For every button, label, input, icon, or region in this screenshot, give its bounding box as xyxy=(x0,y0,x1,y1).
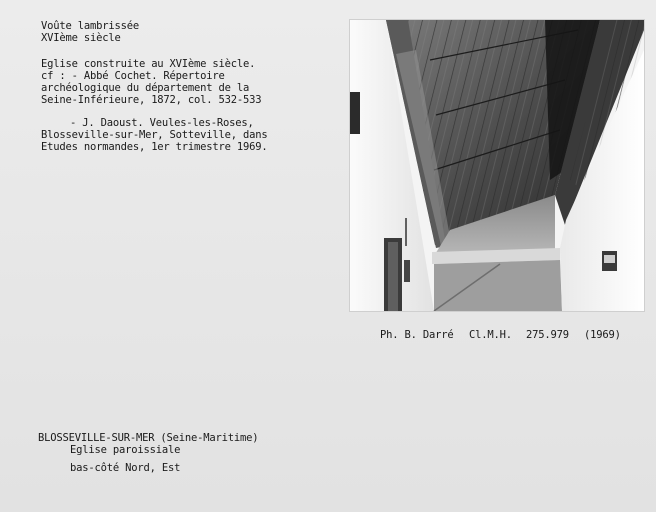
photo-credit-year: (1969) xyxy=(584,329,621,341)
note-line: - J. Daoust. Veules-les-Roses, xyxy=(70,117,254,129)
subject-title: Voûte lambrissée xyxy=(41,20,139,32)
note-line: archéologique du département de la xyxy=(41,82,250,94)
location-place: BLOSSEVILLE-SUR-MER (Seine-Maritime) xyxy=(38,432,259,444)
location-part: bas-côté Nord, Est xyxy=(70,462,181,474)
photo-credit-number: 275.979 xyxy=(526,329,569,341)
note-line: cf : - Abbé Cochet. Répertoire xyxy=(41,70,225,82)
photo-credit-agency: Cl.M.H. xyxy=(469,329,512,341)
photo-credit-photographer: Ph. B. Darré xyxy=(380,329,454,341)
note-line: Seine-Inférieure, 1872, col. 532-533 xyxy=(41,94,262,106)
note-line: Eglise construite au XVIème siècle. xyxy=(41,58,256,70)
vault-photograph xyxy=(349,19,645,312)
subject-century: XVIème siècle xyxy=(41,32,121,44)
note-line: Blosseville-sur-Mer, Sotteville, dans xyxy=(41,129,268,141)
location-building: Eglise paroissiale xyxy=(70,444,181,456)
note-line: Etudes normandes, 1er trimestre 1969. xyxy=(41,141,268,153)
